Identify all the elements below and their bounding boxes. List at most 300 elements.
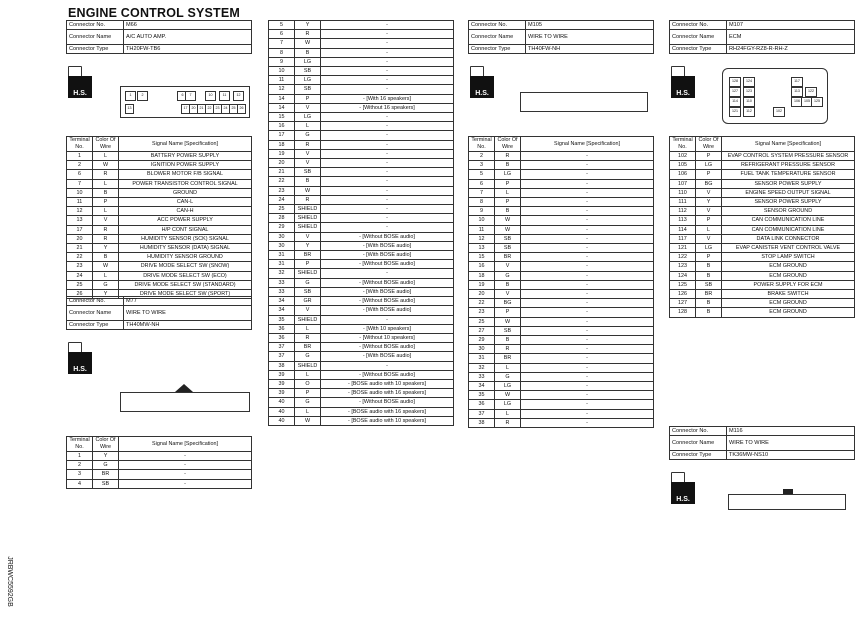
table-row — [269, 177, 454, 186]
m107-connector-name: ECM — [727, 30, 855, 45]
signal-name: HUMIDITY SENSOR GROUND — [119, 253, 252, 262]
terminal-no: 6 — [469, 179, 495, 188]
wire-color: W — [93, 161, 119, 170]
table-row — [269, 214, 454, 223]
signal-name: - — [321, 21, 454, 30]
signal-name: - — [521, 382, 654, 391]
signal-name: - — [521, 271, 654, 280]
terminal-no: 34 — [269, 297, 295, 306]
wire-color: B — [696, 308, 722, 317]
signal-name: CAN-H — [119, 207, 252, 216]
signal-name: POWER SUPPLY FOR ECM — [722, 280, 855, 289]
signal-name: HUMIDITY SENSOR (SCK) SIGNAL — [119, 234, 252, 243]
wire-color: P — [696, 253, 722, 262]
m66-connector-diagram — [120, 86, 250, 118]
wire-color: SB — [295, 85, 321, 94]
wire-color: L — [295, 370, 321, 379]
wire-color: V — [696, 188, 722, 197]
signal-name: - — [321, 315, 454, 324]
terminal-no: 15 — [269, 113, 295, 122]
signal-name: - — [321, 30, 454, 39]
wire-color: R — [495, 418, 521, 427]
signal-name: SENSOR POWER SUPPLY — [722, 198, 855, 207]
wire-color: P — [295, 260, 321, 269]
terminal-no: 29 — [269, 223, 295, 232]
table-row — [269, 343, 454, 352]
connector-pin: 124 — [743, 77, 755, 87]
wire-color: V — [295, 232, 321, 241]
table-row — [269, 140, 454, 149]
connector-pin: 26 — [237, 104, 246, 114]
wire-color: P — [696, 170, 722, 179]
table-row — [469, 234, 654, 243]
signal-name: - — [321, 76, 454, 85]
signal-name: - — [321, 269, 454, 278]
table-row — [269, 269, 454, 278]
signal-name: - — [321, 149, 454, 158]
terminal-no: 24 — [67, 271, 93, 280]
terminal-no: 125 — [670, 280, 696, 289]
m77-info-table: Connector No. M77 Connector Name WIRE TO WIRE Connector Type TH40MW-NH — [66, 296, 252, 330]
connector-pin: 24 — [221, 104, 230, 114]
terminal-no: 34 — [269, 306, 295, 315]
m116-connector-type: TK36MW-NS10 — [727, 451, 855, 460]
m105-connector-diagram — [520, 92, 648, 112]
hs-badge: H.S. — [671, 482, 695, 504]
wire-color: SB — [295, 168, 321, 177]
connector-pin: 25 — [229, 104, 238, 114]
table-row — [469, 382, 654, 391]
wire-color: P — [696, 216, 722, 225]
terminal-no: 11 — [269, 76, 295, 85]
m105-terminal-table: Terminal No. Color Of Wire Signal Name [Specification] 2 R - 3 B - 5 LG - 6 P - 7 L - 8 P - 9 B - 10 W - 11 W - 12 SB - 13 SB - 15 BR - 16 V - 18 G - 19 B - 20 V - 22 BG - 23 P - 25 W - 27 SB - 29 B - 30 R - 31 BR - 32 L - 33 G - 34 LG - 35 W - 36 LG - 37 L - 38 R - — [468, 136, 654, 428]
terminal-no: 37 — [469, 409, 495, 418]
wire-color: SHIELD — [295, 205, 321, 214]
table-row — [469, 372, 654, 381]
wire-color: W — [93, 262, 119, 271]
wire-color: R — [93, 170, 119, 179]
signal-name: - [BOSE audio with 16 speakers] — [321, 407, 454, 416]
terminal-no: 9 — [269, 57, 295, 66]
terminal-no: 6 — [67, 170, 93, 179]
connector-pin: 122 — [805, 87, 817, 97]
signal-name: - — [521, 225, 654, 234]
terminal-no: 17 — [269, 131, 295, 140]
wire-color: R — [495, 345, 521, 354]
wire-color: B — [696, 262, 722, 271]
table-row — [670, 299, 855, 308]
m105-connector-name: WIRE TO WIRE — [526, 30, 654, 45]
connector-pin: 6 — [177, 91, 188, 101]
terminal-no: 25 — [269, 205, 295, 214]
terminal-no: 20 — [67, 234, 93, 243]
table-row — [269, 159, 454, 168]
terminal-no: 2 — [67, 161, 93, 170]
signal-name: - — [521, 391, 654, 400]
connector-pin: 125 — [811, 97, 823, 107]
signal-name: DRIVE MODE SELECT SW (SNOW) — [119, 262, 252, 271]
table-row — [269, 287, 454, 296]
wire-color: LG — [495, 382, 521, 391]
m66-connector-type: TH20FW-TB6 — [124, 45, 252, 54]
connector-pin: 23 — [213, 104, 222, 114]
table-row — [670, 188, 855, 197]
signal-name: - [BOSE audio with 10 speakers] — [321, 416, 454, 425]
signal-name: BRAKE SWITCH — [722, 290, 855, 299]
signal-name: STOP LAMP SWITCH — [722, 253, 855, 262]
wire-color: W — [295, 186, 321, 195]
m105-info-table: Connector No. M105 Connector Name WIRE TO WIRE Connector Type TH40FW-NH — [468, 20, 654, 54]
table-row — [269, 131, 454, 140]
connector-pin: 106 — [791, 97, 803, 107]
wire-color: LG — [696, 161, 722, 170]
wire-color: V — [696, 234, 722, 243]
wire-color: SHIELD — [295, 361, 321, 370]
m77-connector-name: WIRE TO WIRE — [124, 306, 252, 321]
terminal-no: 24 — [269, 195, 295, 204]
table-row — [469, 161, 654, 170]
hs-badge: H.S. — [68, 352, 92, 374]
terminal-no: 25 — [67, 280, 93, 289]
m107-connector-type: RH24FGY-RZ8-R-RH-Z — [727, 45, 855, 54]
terminal-no: 12 — [469, 234, 495, 243]
signal-name: - [With 10 speakers] — [321, 324, 454, 333]
table-row — [269, 232, 454, 241]
wire-color: R — [295, 30, 321, 39]
signal-name: - — [321, 131, 454, 140]
terminal-no: 13 — [469, 244, 495, 253]
wire-color: SB — [295, 287, 321, 296]
signal-name: - — [119, 452, 252, 461]
terminal-no: 3 — [469, 161, 495, 170]
terminal-no: 36 — [269, 333, 295, 342]
table-row — [469, 299, 654, 308]
signal-name: CAN COMMUNICATION LINE — [722, 225, 855, 234]
wire-color: L — [93, 271, 119, 280]
terminal-no: 16 — [469, 262, 495, 271]
wire-color: G — [93, 461, 119, 470]
signal-name: - — [521, 179, 654, 188]
wire-color: BR — [93, 470, 119, 479]
table-row — [269, 278, 454, 287]
signal-name: - [With 16 speakers] — [321, 94, 454, 103]
terminal-no: 20 — [269, 159, 295, 168]
connector-pin: 2 — [137, 91, 148, 101]
signal-name: - — [521, 207, 654, 216]
signal-name: - [BOSE audio with 16 speakers] — [321, 389, 454, 398]
wire-color: LG — [295, 113, 321, 122]
terminal-no: 31 — [469, 354, 495, 363]
signal-name: - [Without BOSE audio] — [321, 398, 454, 407]
wire-color: G — [495, 372, 521, 381]
terminal-no: 15 — [469, 253, 495, 262]
wire-color: O — [295, 379, 321, 388]
signal-name: - [With BOSE audio] — [321, 251, 454, 260]
terminal-no: 124 — [670, 271, 696, 280]
terminal-no: 31 — [269, 260, 295, 269]
hs-badge: H.S. — [470, 76, 494, 98]
hs-badge: H.S. — [671, 76, 695, 98]
wire-color: GR — [295, 297, 321, 306]
wire-color: L — [295, 324, 321, 333]
table-row — [269, 186, 454, 195]
wire-color: B — [295, 48, 321, 57]
terminal-no: 7 — [469, 188, 495, 197]
terminal-no: 23 — [469, 308, 495, 317]
hs-badge: H.S. — [68, 76, 92, 98]
signal-name: FUEL TANK TEMPERATURE SENSOR — [722, 170, 855, 179]
signal-name: - — [321, 57, 454, 66]
table-row — [469, 253, 654, 262]
table-row — [670, 161, 855, 170]
wire-color: SB — [295, 67, 321, 76]
signal-name: - [Without 10 speakers] — [321, 333, 454, 342]
table-row — [269, 205, 454, 214]
terminal-no: 14 — [269, 103, 295, 112]
wire-color: Y — [93, 452, 119, 461]
wire-color: W — [295, 39, 321, 48]
terminal-no: 22 — [469, 299, 495, 308]
table-row — [269, 21, 454, 30]
table-row — [469, 198, 654, 207]
wire-color: R — [295, 195, 321, 204]
signal-name: DRIVE MODE SELECT SW (STANDARD) — [119, 280, 252, 289]
terminal-no: 5 — [469, 170, 495, 179]
wire-color: SHIELD — [295, 269, 321, 278]
connector-pin: 110 — [743, 97, 755, 107]
table-row — [67, 225, 252, 234]
terminal-no: 33 — [469, 372, 495, 381]
table-row — [269, 398, 454, 407]
m116-connector-name: WIRE TO WIRE — [727, 436, 855, 451]
table-row — [469, 418, 654, 427]
terminal-no: 121 — [670, 244, 696, 253]
connector-pin: 12 — [233, 91, 244, 101]
signal-name: - — [321, 122, 454, 131]
terminal-no: 2 — [67, 461, 93, 470]
wire-color: R — [495, 152, 521, 161]
table-row — [469, 216, 654, 225]
wire-color: L — [495, 188, 521, 197]
signal-name: - — [521, 299, 654, 308]
table-row — [269, 315, 454, 324]
table-row — [469, 345, 654, 354]
terminal-no: 9 — [469, 207, 495, 216]
signal-name: BLOWER MOTOR F/B SIGNAL — [119, 170, 252, 179]
terminal-no: 102 — [670, 152, 696, 161]
wire-color: P — [495, 308, 521, 317]
table-row — [670, 262, 855, 271]
table-row — [670, 152, 855, 161]
m107-connector-no: M107 — [727, 21, 855, 30]
wire-color: B — [93, 253, 119, 262]
terminal-no: 36 — [269, 324, 295, 333]
signal-name: - — [521, 244, 654, 253]
terminal-no: 23 — [269, 186, 295, 195]
table-row — [469, 363, 654, 372]
terminal-no: 12 — [269, 85, 295, 94]
table-row — [269, 149, 454, 158]
table-row — [269, 361, 454, 370]
wire-color: Y — [295, 241, 321, 250]
wire-color: V — [295, 159, 321, 168]
wire-color: LG — [495, 400, 521, 409]
signal-name: ECM GROUND — [722, 299, 855, 308]
terminal-no: 106 — [670, 170, 696, 179]
m66-connector-no: M66 — [124, 21, 252, 30]
wire-color: SHIELD — [295, 214, 321, 223]
signal-name: - — [521, 354, 654, 363]
terminal-no: 21 — [67, 244, 93, 253]
wire-color: Y — [93, 244, 119, 253]
terminal-no: 123 — [670, 262, 696, 271]
signal-name: REFRIGERANT PRESSURE SENSOR — [722, 161, 855, 170]
table-row — [670, 207, 855, 216]
table-row — [269, 30, 454, 39]
terminal-no: 28 — [269, 214, 295, 223]
wire-color: G — [93, 280, 119, 289]
m105-connector-type: TH40FW-NH — [526, 45, 654, 54]
table-row — [469, 179, 654, 188]
signal-name: - [Without BOSE audio] — [321, 260, 454, 269]
wire-color: BR — [696, 290, 722, 299]
signal-name: - — [521, 216, 654, 225]
wire-color: SB — [495, 244, 521, 253]
table-row — [469, 409, 654, 418]
m116-connector-diagram — [728, 494, 846, 510]
table-row — [67, 161, 252, 170]
wire-color: L — [93, 207, 119, 216]
wire-color: BR — [495, 253, 521, 262]
signal-name: - — [321, 48, 454, 57]
wire-color: V — [696, 207, 722, 216]
connector-pin: 102 — [773, 107, 785, 117]
wire-color: W — [495, 391, 521, 400]
table-row — [670, 244, 855, 253]
table-row — [67, 253, 252, 262]
table-row — [269, 333, 454, 342]
wire-color: SB — [495, 234, 521, 243]
table-row — [469, 308, 654, 317]
table-row — [469, 280, 654, 289]
terminal-no: 32 — [469, 363, 495, 372]
terminal-no: 2 — [469, 152, 495, 161]
wire-color: G — [295, 278, 321, 287]
m77-terminal-table: Terminal No. Color Of Wire Signal Name [Specification] 1 Y - 2 G - 3 BR - 4 SB - — [66, 436, 252, 489]
wire-color: P — [495, 198, 521, 207]
connector-pin: 11 — [219, 91, 230, 101]
terminal-no: 10 — [269, 67, 295, 76]
m77-connector-diagram — [120, 392, 250, 412]
terminal-no: 33 — [269, 287, 295, 296]
connector-pin: 113 — [791, 87, 803, 97]
wire-color: L — [495, 409, 521, 418]
table-row — [469, 225, 654, 234]
signal-name: - — [321, 140, 454, 149]
terminal-no: 1 — [67, 152, 93, 161]
signal-name: - — [521, 326, 654, 335]
table-row — [469, 326, 654, 335]
signal-name: GROUND — [119, 188, 252, 197]
wire-color: SB — [495, 326, 521, 335]
table-row — [269, 113, 454, 122]
table-row — [269, 379, 454, 388]
terminal-no: 10 — [67, 188, 93, 197]
wire-color: BR — [295, 343, 321, 352]
connector-pin: 7 — [185, 91, 196, 101]
terminal-no: 117 — [670, 234, 696, 243]
wire-color: LG — [295, 76, 321, 85]
m107-connector-diagram — [722, 68, 828, 124]
terminal-no: 112 — [670, 207, 696, 216]
connector-pin: 22 — [205, 104, 214, 114]
wire-color: V — [495, 290, 521, 299]
terminal-no: 21 — [269, 168, 295, 177]
connector-pin: 1 — [125, 91, 136, 101]
wire-color: SB — [696, 280, 722, 289]
signal-name: - [With BOSE audio] — [321, 352, 454, 361]
table-row — [269, 103, 454, 112]
wire-color: P — [295, 389, 321, 398]
table-row — [670, 271, 855, 280]
wire-color: Y — [295, 21, 321, 30]
signal-name: - — [521, 308, 654, 317]
terminal-no: 37 — [269, 352, 295, 361]
terminal-no: 27 — [469, 326, 495, 335]
table-row — [469, 354, 654, 363]
wire-color: SHIELD — [295, 315, 321, 324]
connector-pin: 112 — [743, 107, 755, 117]
table-row — [469, 317, 654, 326]
signal-name: DRIVE MODE SELECT SW (ECO) — [119, 271, 252, 280]
terminal-no: 110 — [670, 188, 696, 197]
terminal-no: 36 — [469, 400, 495, 409]
signal-name: - — [119, 461, 252, 470]
table-row — [269, 370, 454, 379]
table-row — [67, 452, 252, 461]
signal-name: SENSOR GROUND — [722, 207, 855, 216]
table-row — [269, 85, 454, 94]
signal-name: ACC POWER SUPPLY — [119, 216, 252, 225]
terminal-no: 12 — [67, 207, 93, 216]
table-row — [469, 336, 654, 345]
terminal-no: 122 — [670, 253, 696, 262]
terminal-no: 22 — [67, 253, 93, 262]
terminal-no: 39 — [269, 370, 295, 379]
table-row — [269, 324, 454, 333]
signal-name: - — [321, 223, 454, 232]
m116-info-table: Connector No. M116 Connector Name WIRE TO WIRE Connector Type TK36MW-NS10 — [669, 426, 855, 460]
wire-color: G — [295, 398, 321, 407]
wire-color: L — [495, 363, 521, 372]
wire-color: L — [93, 152, 119, 161]
table-row — [67, 271, 252, 280]
terminal-no: 18 — [269, 140, 295, 149]
connector-pin: 114 — [729, 97, 741, 107]
wire-color: W — [495, 225, 521, 234]
table-row — [269, 297, 454, 306]
table-row — [269, 67, 454, 76]
connector-pin: 123 — [743, 87, 755, 97]
terminal-no: 39 — [269, 379, 295, 388]
terminal-no: 8 — [469, 198, 495, 207]
terminal-no: 29 — [469, 336, 495, 345]
signal-name: - — [521, 170, 654, 179]
table-row — [269, 389, 454, 398]
table-row — [269, 223, 454, 232]
connector-pin: 13 — [125, 104, 134, 114]
terminal-no: 127 — [670, 299, 696, 308]
